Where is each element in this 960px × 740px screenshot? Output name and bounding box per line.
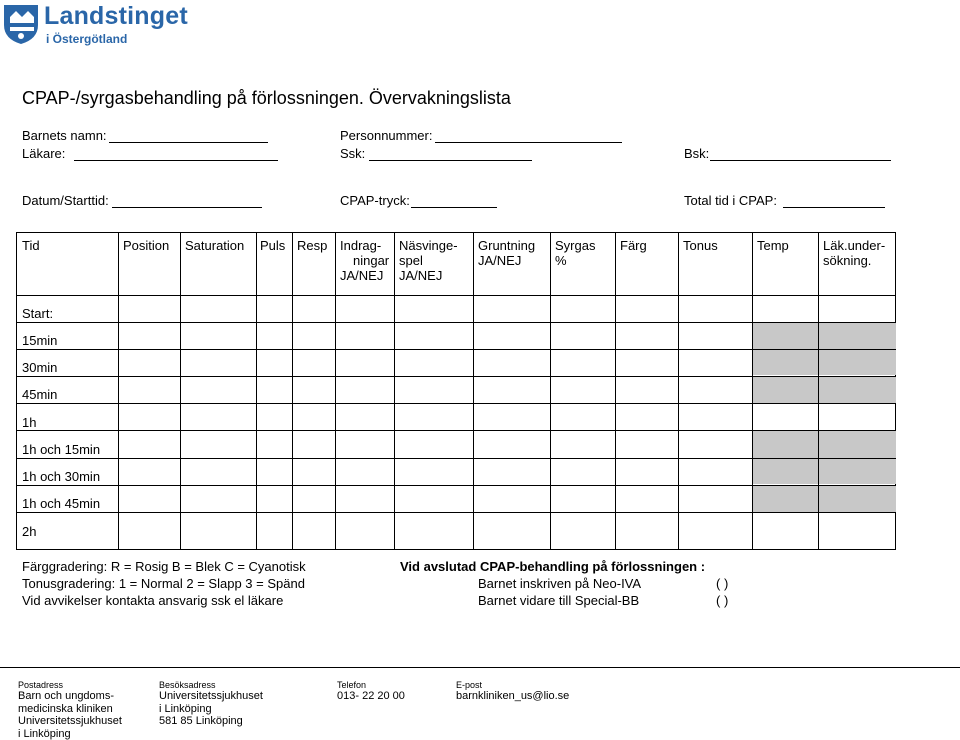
col-gruntning: Gruntning JA/NEJ: [478, 238, 536, 268]
row-rule: [16, 295, 896, 296]
column-rule: [394, 232, 395, 550]
shaded-cells-4: [752, 486, 896, 512]
ssk-label: Ssk:: [340, 146, 366, 161]
footer-postadress-label: Postadress: [18, 680, 64, 690]
row-rule: [16, 512, 896, 513]
row-15min: 15min: [22, 333, 58, 348]
col-indragningar: Indrag- ningar JA/NEJ: [340, 238, 390, 283]
col-temp: Temp: [757, 238, 789, 253]
row-1h30: 1h och 30min: [22, 469, 101, 484]
row-rule: [16, 322, 896, 323]
column-rule: [818, 232, 819, 550]
column-rule: [256, 232, 257, 550]
cpap-tryck-label: CPAP-tryck:: [340, 193, 410, 208]
personnummer-label: Personnummer:: [340, 128, 433, 143]
lakare-label: Läkare:: [22, 146, 66, 161]
row-1h45: 1h och 45min: [22, 496, 101, 511]
column-rule: [752, 232, 753, 550]
col-tid: Tid: [22, 238, 40, 253]
cpap-tryck-field[interactable]: [411, 207, 497, 208]
total-tid-field[interactable]: [783, 207, 885, 208]
row-30min: 30min: [22, 360, 58, 375]
row-rule: [16, 403, 896, 404]
col-farg: Färg: [620, 238, 647, 253]
column-rule: [118, 232, 119, 550]
datum-field[interactable]: [112, 207, 262, 208]
col-position: Position: [123, 238, 170, 253]
row-1h: 1h: [22, 415, 37, 430]
legend-tonus: Tonusgradering: 1 = Normal 2 = Slapp 3 = Spänd: [22, 576, 305, 591]
datum-label: Datum/Starttid:: [22, 193, 109, 208]
col-syrgas: Syrgas %: [555, 238, 596, 268]
barnets-namn-label: Barnets namn:: [22, 128, 107, 143]
ssk-field[interactable]: [369, 160, 532, 161]
column-rule: [678, 232, 679, 550]
logo: [2, 3, 192, 47]
total-tid-label: Total tid i CPAP:: [684, 193, 777, 208]
logo-subtitle: i Östergötland: [46, 32, 128, 46]
col-saturation: Saturation: [185, 238, 245, 253]
row-2h: 2h: [22, 524, 37, 539]
bsk-label: Bsk:: [684, 146, 710, 161]
col-lak: Läk.under- sökning.: [823, 238, 886, 268]
col-tonus: Tonus: [683, 238, 718, 253]
row-rule: [16, 485, 896, 486]
col-nasvingespel: Näsvinge- spel JA/NEJ: [399, 238, 458, 283]
legend-avvikelser: Vid avvikelser kontakta ansvarig ssk el läkare: [22, 593, 284, 608]
footer-besoksadress-label: Besöksadress: [159, 680, 216, 690]
row-rule: [16, 376, 896, 377]
footer-telefon-label: Telefon: [337, 680, 367, 690]
bsk-field[interactable]: [710, 160, 891, 161]
column-rule: [615, 232, 616, 550]
special-bb-checkbox[interactable]: ( ): [716, 593, 729, 608]
special-bb-label: Barnet vidare till Special-BB: [478, 593, 640, 608]
row-rule: [16, 458, 896, 459]
legend-avslutad: Vid avslutad CPAP-behandling på förlossningen :: [400, 559, 706, 574]
row-45min: 45min: [22, 387, 58, 402]
lakare-field[interactable]: [74, 160, 278, 161]
footer-telefon: 013- 22 20 00: [337, 690, 405, 702]
row-1h15: 1h och 15min: [22, 442, 101, 457]
column-rule: [292, 232, 293, 550]
row-rule: [16, 349, 896, 350]
footer-divider: [0, 667, 960, 668]
footer-epost[interactable]: barnkliniken_us@lio.se: [456, 690, 570, 702]
crest-icon: [2, 3, 42, 45]
column-rule: [473, 232, 474, 550]
footer-epost-label: E-post: [456, 680, 483, 690]
personnummer-field[interactable]: [435, 142, 622, 143]
row-rule: [16, 430, 896, 431]
row-start: Start:: [22, 306, 54, 321]
column-rule: [335, 232, 336, 550]
column-rule: [550, 232, 551, 550]
barnets-namn-field[interactable]: [109, 142, 268, 143]
footer-besoksadress: Universitetssjukhuset i Linköping 581 85 Linköping: [159, 690, 263, 727]
footer-postadress: Barn och ungdoms- medicinska kliniken Universitetssjukhuset i Linköping: [18, 690, 122, 740]
shaded-cells-2: [752, 377, 896, 403]
legend-farg: Färggradering: R = Rosig B = Blek C = Cyanotisk: [22, 559, 306, 574]
col-resp: Resp: [297, 238, 328, 253]
col-puls: Puls: [260, 238, 286, 253]
logo-title: Landstinget: [44, 2, 188, 30]
page-title: CPAP-/syrgasbehandling på förlossningen. Övervakningslista: [22, 88, 511, 108]
neo-iva-label: Barnet inskriven på Neo-IVA: [478, 576, 642, 591]
column-rule: [180, 232, 181, 550]
neo-iva-checkbox[interactable]: ( ): [716, 576, 729, 591]
